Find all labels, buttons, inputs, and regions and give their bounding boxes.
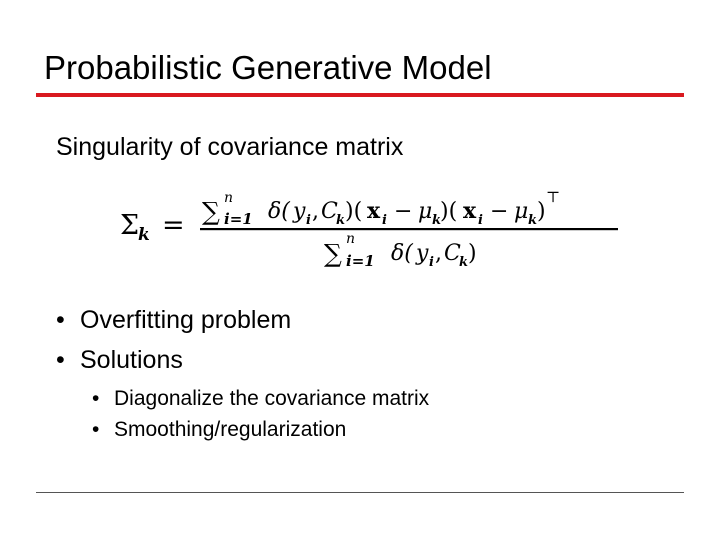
numerator-comma: , bbox=[312, 199, 319, 224]
numerator-paren-mid1: )( bbox=[345, 199, 363, 224]
numerator-sum-symbol: ∑ bbox=[202, 197, 220, 226]
main-bullet-list bbox=[56, 300, 291, 380]
numerator-y-sub: i bbox=[306, 213, 311, 228]
slide-subtitle: Singularity of covariance matrix bbox=[56, 133, 404, 161]
slide-title: Probabilistic Generative Model bbox=[44, 49, 492, 86]
formula-equals: = bbox=[162, 210, 185, 241]
denominator-comma: , bbox=[435, 241, 442, 266]
bullet-text: Overfitting problem bbox=[80, 306, 292, 334]
sub-bullet-text: Smoothing/regularization bbox=[114, 418, 347, 441]
bullet-text: Solutions bbox=[80, 346, 183, 374]
denominator-sum-lower: i=1 bbox=[346, 252, 375, 270]
numerator-delta: δ( bbox=[268, 199, 290, 224]
numerator-sum-upper: n bbox=[224, 190, 234, 206]
title-underline-rule bbox=[36, 93, 684, 97]
sub-bullet-list bbox=[92, 383, 429, 445]
numerator-minus1: − bbox=[394, 199, 413, 224]
denominator-C: C bbox=[444, 241, 461, 266]
numerator-mu1-sub: k bbox=[432, 213, 442, 228]
bullet-item bbox=[56, 300, 291, 340]
fraction-bar bbox=[200, 228, 618, 230]
denominator-y-sub: i bbox=[429, 255, 434, 270]
denominator-y: y bbox=[416, 241, 429, 266]
denominator-delta: δ( bbox=[391, 241, 413, 266]
formula-lhs-sigma: Σ bbox=[120, 210, 140, 241]
bullet-item bbox=[56, 340, 291, 380]
sub-bullet-item bbox=[92, 383, 429, 414]
numerator-sum-lower: i=1 bbox=[224, 210, 253, 228]
numerator-x1: x bbox=[367, 198, 381, 224]
sub-bullet-item bbox=[92, 414, 429, 445]
numerator-mu2-sub: k bbox=[528, 213, 538, 228]
numerator-C-sub: k bbox=[336, 213, 346, 228]
denominator-C-sub: k bbox=[459, 255, 469, 270]
denominator-sum-symbol: ∑ bbox=[324, 239, 342, 268]
numerator-mu2: μ bbox=[514, 199, 529, 224]
numerator-x2-sub: i bbox=[478, 213, 483, 228]
numerator-y: y bbox=[293, 199, 306, 224]
sub-bullet-text: Diagonalize the covariance matrix bbox=[114, 387, 430, 410]
numerator-minus2: − bbox=[490, 199, 509, 224]
numerator-paren-end: ) bbox=[537, 199, 546, 224]
bullet-dot-icon: • bbox=[56, 346, 65, 374]
footer-divider bbox=[36, 492, 684, 493]
numerator-C: C bbox=[321, 199, 338, 224]
numerator-mu1: μ bbox=[418, 199, 433, 224]
bullet-dot-icon: • bbox=[92, 418, 100, 441]
formula-lhs-subscript: k bbox=[138, 225, 150, 245]
covariance-formula bbox=[118, 182, 638, 274]
bullet-dot-icon: • bbox=[56, 306, 65, 334]
numerator-x1-sub: i bbox=[382, 213, 387, 228]
bullet-dot-icon: • bbox=[92, 387, 100, 410]
numerator-x2: x bbox=[463, 198, 477, 224]
denominator-paren-end: ) bbox=[468, 241, 477, 266]
numerator-paren-mid2: )( bbox=[440, 199, 458, 224]
numerator-transpose: ⊤ bbox=[546, 188, 561, 206]
denominator-sum-upper: n bbox=[346, 231, 356, 247]
